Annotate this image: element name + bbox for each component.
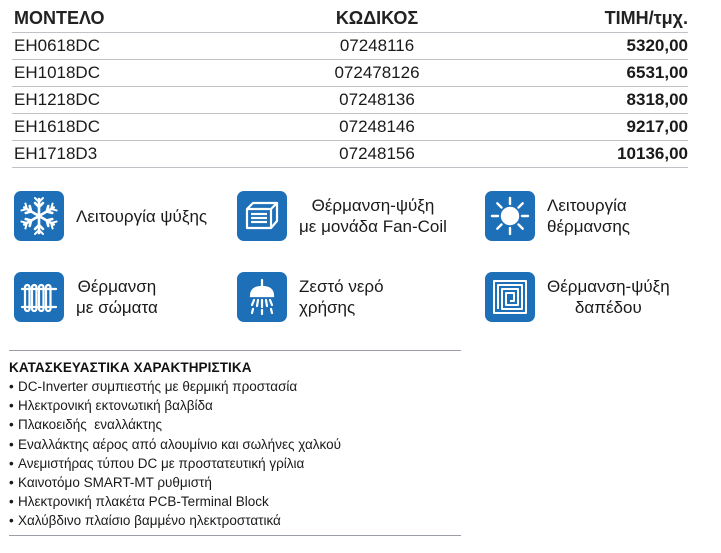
model-cell: EH1018DC <box>14 63 100 82</box>
price-cell: 6531,00 <box>626 63 688 82</box>
header-model: ΜΟΝΤΕΛΟ <box>14 8 105 28</box>
header-price: ΤΙΜΗ/τμχ. <box>604 8 688 28</box>
shower-icon <box>237 272 287 322</box>
header-code: ΚΩΔΙΚΟΣ <box>335 8 419 28</box>
list-item: • Ηλεκτρονική πλακέτα PCB-Terminal Block <box>9 494 269 510</box>
table-row <box>12 33 688 60</box>
list-item: • Χαλύβδινο πλαίσιο βαμμένο ηλεκτροστατικά <box>9 513 281 529</box>
feature-radiators <box>14 272 158 322</box>
specs-title: ΚΑΤΑΣΚΕΥΑΣΤΙΚΑ ΧΑΡΑΚΤΗΡΙΣΤΙΚΑ <box>9 360 252 375</box>
feature-hot-water <box>237 272 384 322</box>
price-table <box>12 4 688 168</box>
feature-label: Θέρμανση-ψύξη με μονάδα Fan-Coil <box>299 196 447 236</box>
list-item: • DC-Inverter συμπιεστής με θερμική προστασία <box>9 379 298 394</box>
list-item: • Καινοτόμο SMART-MT ρυθμιστή <box>9 475 212 491</box>
price-cell: 9217,00 <box>626 117 688 136</box>
price-cell: 8318,00 <box>626 90 688 109</box>
code-cell: 07248116 <box>339 36 415 55</box>
divider <box>9 350 461 351</box>
divider <box>9 535 461 536</box>
list-item: • Εναλλάκτης αέρος από αλουμίνιο και σωλήνες χαλκού <box>9 436 341 452</box>
table-header <box>12 4 688 33</box>
fan-coil-icon <box>237 191 287 241</box>
code-cell: 072478126 <box>334 63 420 82</box>
table-row <box>12 60 688 87</box>
table-row <box>12 141 688 168</box>
table-row <box>12 114 688 141</box>
feature-cooling <box>14 191 207 241</box>
list-item: • Πλακοειδής εναλλάκτης <box>9 417 163 433</box>
model-cell: EH0618DC <box>14 36 100 55</box>
list-item: • Ηλεκτρονική εκτονωτική βαλβίδα <box>9 398 213 414</box>
code-cell: 07248156 <box>339 144 415 163</box>
feature-label: Λειτουργία θέρμανσης <box>547 196 630 236</box>
price-cell: 10136,00 <box>617 144 688 163</box>
model-cell: EH1618DC <box>14 117 100 136</box>
feature-label: Λειτουργία ψύξης <box>76 206 208 226</box>
feature-label: Θέρμανση-ψύξη δαπέδου <box>547 277 670 317</box>
price-cell: 5320,00 <box>626 36 688 55</box>
floor-heating-icon <box>485 272 535 322</box>
model-cell: EH1218DC <box>14 90 100 109</box>
radiator-icon <box>14 272 64 322</box>
feature-floor-heating <box>485 272 670 322</box>
sun-icon <box>485 191 535 241</box>
feature-label: Θέρμανση με σώματα <box>76 277 158 317</box>
feature-fan-coil <box>237 191 447 241</box>
snowflake-icon <box>14 191 64 241</box>
specs-section <box>9 350 461 536</box>
model-cell: EH1718D3 <box>14 144 98 163</box>
list-item: • Ανεμιστήρας τύπου DC με προστατευτική γρίλια <box>9 455 305 471</box>
code-cell: 07248136 <box>339 90 415 109</box>
feature-heating <box>485 191 630 241</box>
feature-label: Ζεστό νερό χρήσης <box>299 277 384 317</box>
code-cell: 07248146 <box>339 117 415 136</box>
table-row <box>12 87 688 114</box>
